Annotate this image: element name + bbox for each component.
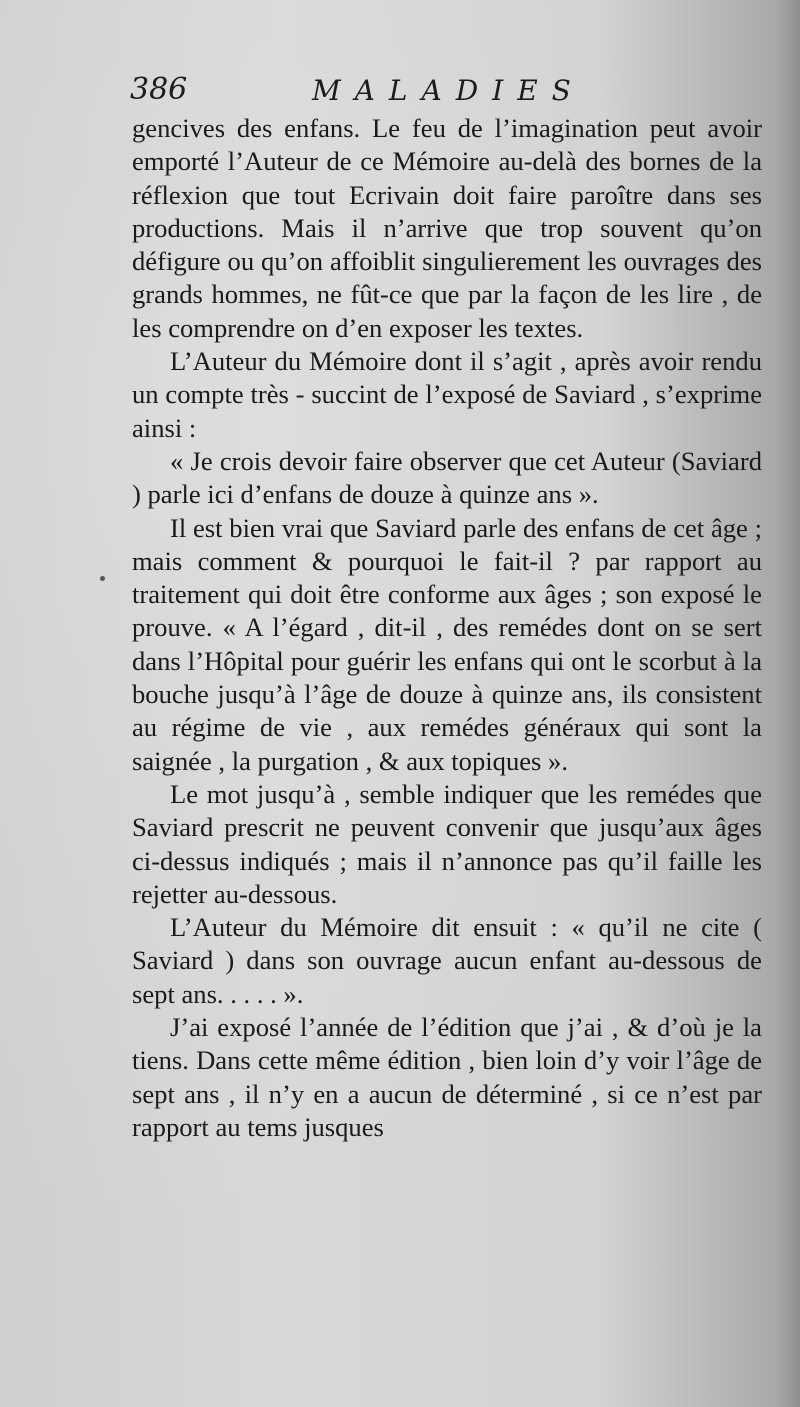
running-head: MALADIES: [312, 74, 585, 107]
paragraph-5: Le mot jusqu’à , semble indiquer que les remédes que Saviard prescrit ne peuvent convenir que jusqu’aux âges ci-dessus indiqués ; mais il n’annonce pas qu’il faille les rejetter au-dessous.: [132, 778, 762, 909]
paragraph-7: J’ai exposé l’année de l’édition que j’ai , & d’où je la tiens. Dans cette même édition , bien loin d’y voir l’âge de sept ans , il n’y en a aucun de déterminé , si ce n’est par rapport au tems jusques: [132, 1012, 762, 1142]
page-number: 386: [130, 72, 188, 107]
paragraph-4: Il est bien vrai que Saviard parle des enfans de cet âge ; mais comment & pourquoi le fait-il ? par rapport au traitement qui doit être conforme aux âges ; son exposé le prouve. « A l’égard , dit-il , des remédes dont on se sert dans l’Hôpital pour guérir les enfans qui ont le scorbut à la bouche jusqu’à l’âge de douze à quinze ans, ils consistent au régime de vie , aux remédes généraux qui sont la saignée , la purgation , & aux topiques ».: [132, 512, 762, 776]
margin-ink-mark: [100, 576, 105, 581]
paragraph-2: L’Auteur du Mémoire dont il s’agit , après avoir rendu un compte très - succint de l’exposé de Saviard , s’exprime ainsi :: [132, 346, 762, 443]
page-header: [130, 72, 770, 112]
paragraph-1: gencives des enfans. Le feu de l’imagination peut avoir emporté l’Auteur de ce Mémoire au-delà des bornes de la réflexion que tout Ecrivain doit faire paroître dans ses productions. Mais il n’arrive que trop souvent qu’on défigure ou qu’on affoiblit singulierement les ouvrages des grands hommes, ne fût-ce que par la façon de les lire , de les comprendre on d’en exposer les textes.: [132, 113, 762, 343]
paragraph-6: L’Auteur du Mémoire dit ensuit : « qu’il ne cite ( Saviard ) dans son ouvrage aucun enfant au-dessous de sept ans. . . . . ».: [132, 912, 762, 1009]
paragraph-3-quote: « Je crois devoir faire observer que cet Auteur (Saviard ) parle ici d’enfans de douze à quinze ans ».: [132, 445, 762, 510]
body-text: [132, 112, 762, 1144]
